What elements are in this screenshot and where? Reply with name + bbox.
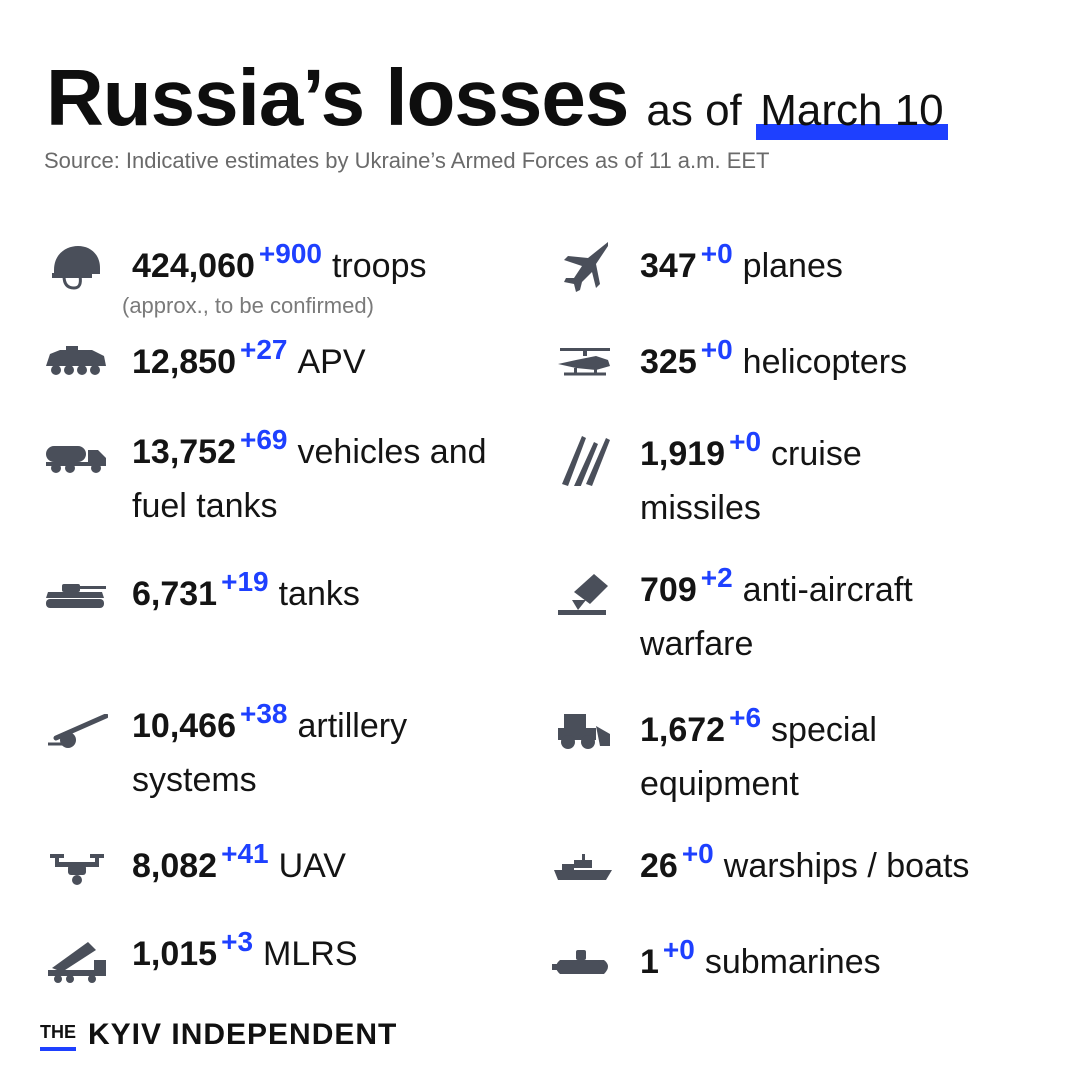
brand-logo — [40, 1018, 397, 1052]
stat-label: anti-aircraft — [742, 571, 913, 609]
missile-icon — [560, 432, 610, 486]
stat-helicopters — [640, 336, 907, 390]
stat-value: 325 — [640, 343, 697, 381]
loader-icon — [556, 712, 612, 750]
stat-delta: +900 — [258, 238, 322, 269]
helicopter-icon — [556, 346, 614, 380]
stat-cruise-missiles — [640, 428, 862, 534]
stat-delta: +0 — [729, 426, 762, 457]
stat-mlrs — [132, 928, 358, 982]
stat-planes — [640, 240, 843, 294]
fuel-truck-icon — [44, 442, 108, 474]
stat-delta: +0 — [681, 838, 714, 869]
stat-value: 709 — [640, 571, 697, 609]
stat-artillery — [132, 700, 407, 806]
stat-submarines — [640, 936, 881, 990]
stat-delta: +19 — [221, 566, 269, 597]
stat-label-line2: equipment — [640, 765, 799, 803]
stat-label: troops — [331, 247, 427, 285]
stat-uav — [132, 840, 346, 894]
stat-value: 424,060 — [132, 247, 255, 285]
stat-value: 26 — [640, 847, 678, 885]
date-text: March 10 — [760, 86, 944, 135]
brand-the — [40, 1022, 76, 1043]
warship-icon — [552, 852, 614, 884]
stat-apv — [132, 336, 366, 390]
stat-delta: +2 — [700, 562, 733, 593]
stat-label: artillery — [297, 707, 408, 745]
stat-delta: +3 — [221, 926, 254, 957]
stat-label: submarines — [704, 943, 881, 981]
stat-delta: +0 — [662, 934, 695, 965]
stat-delta: +69 — [240, 424, 288, 455]
stat-label: MLRS — [263, 935, 358, 973]
stat-value: 10,466 — [132, 707, 236, 745]
stat-troops — [122, 238, 427, 318]
stat-label: warships / boats — [723, 847, 970, 885]
stat-label: helicopters — [742, 343, 908, 381]
mlrs-icon — [44, 940, 108, 984]
tank-icon — [44, 582, 108, 610]
stat-value: 347 — [640, 247, 697, 285]
stat-label: APV — [297, 343, 366, 381]
brand-name: KYIV INDEPENDENT — [88, 1018, 398, 1051]
stat-delta: +6 — [729, 702, 762, 733]
stat-delta: +41 — [221, 838, 269, 869]
stat-label: special — [771, 711, 877, 749]
stat-anti-aircraft — [640, 564, 913, 670]
drone-icon — [50, 852, 104, 886]
stat-label-line2: missiles — [640, 489, 761, 527]
stat-label-line2: systems — [132, 761, 257, 799]
stat-label: cruise — [771, 435, 862, 473]
stat-special-equipment — [640, 704, 877, 810]
stat-warships — [640, 840, 969, 894]
anti-aircraft-icon — [556, 572, 610, 618]
title-as-of: as of — [646, 86, 742, 135]
stat-note: (approx., to be confirmed) — [122, 293, 374, 318]
stat-value: 1 — [640, 943, 659, 981]
stat-vehicles — [132, 426, 487, 532]
jet-icon — [558, 240, 610, 294]
source-note: Source: Indicative estimates by Ukraine’s Armed Forces as of 11 a.m. EET — [44, 148, 770, 173]
stat-label: tanks — [278, 575, 360, 613]
brand-underline — [40, 1047, 76, 1051]
artillery-icon — [46, 714, 108, 750]
stat-label-line2: fuel tanks — [132, 487, 278, 525]
stat-value: 8,082 — [132, 847, 218, 885]
stat-value: 6,731 — [132, 575, 218, 613]
stat-tanks — [132, 568, 360, 622]
stat-delta: +0 — [700, 334, 733, 365]
stat-delta: +27 — [240, 334, 288, 365]
title-main: Russia’s losses — [46, 53, 629, 142]
stat-value: 1,015 — [132, 935, 218, 973]
stat-delta: +38 — [240, 698, 288, 729]
brand-the-text: THE — [40, 1022, 76, 1042]
title-date — [760, 86, 943, 136]
helmet-icon — [50, 244, 102, 290]
submarine-icon — [552, 948, 614, 980]
stat-value: 12,850 — [132, 343, 236, 381]
stat-label-line2: warfare — [640, 625, 754, 663]
stat-label: vehicles and — [297, 433, 487, 471]
stat-value: 1,919 — [640, 435, 726, 473]
page-title — [46, 52, 944, 144]
apv-icon — [44, 346, 108, 378]
stat-value: 1,672 — [640, 711, 726, 749]
stat-label: UAV — [278, 847, 346, 885]
stat-value: 13,752 — [132, 433, 236, 471]
stat-label: planes — [742, 247, 843, 285]
stat-delta: +0 — [700, 238, 733, 269]
